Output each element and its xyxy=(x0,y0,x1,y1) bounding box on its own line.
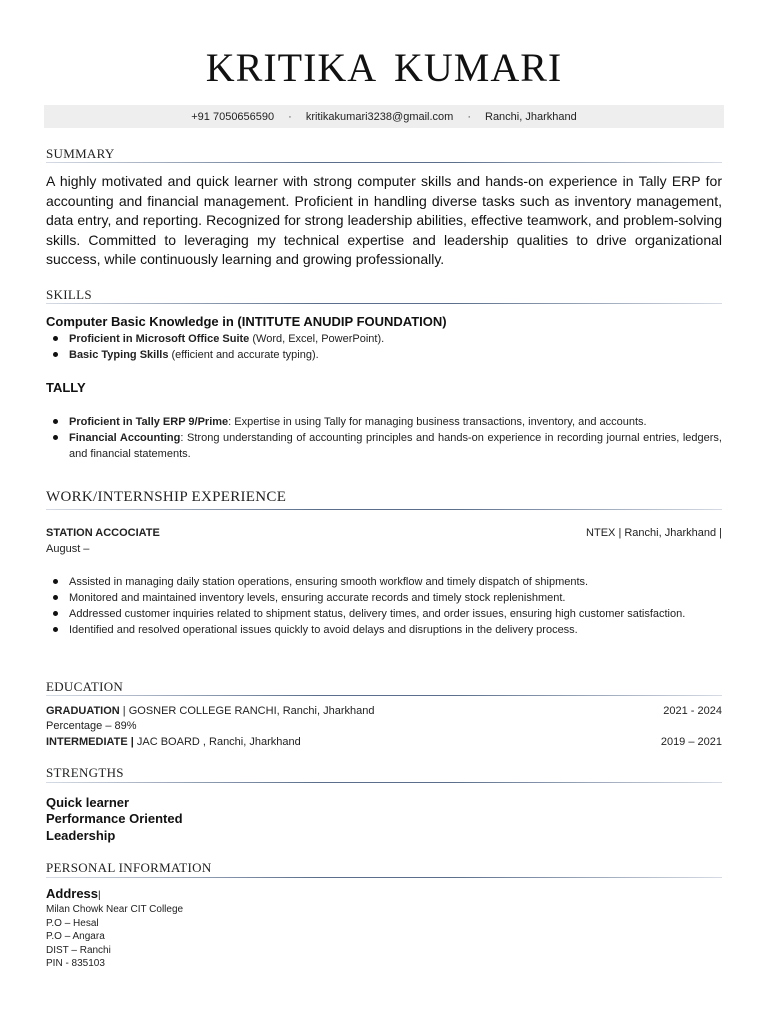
graduation-entry: GRADUATION | GOSNER COLLEGE RANCHI, Ranchi, Jharkhand xyxy=(46,705,375,717)
address-line: P.O – Angara xyxy=(46,931,105,942)
list-item: Monitored and maintained inventory levels, ensuring accurate records and timely stock replenishment. xyxy=(46,590,722,606)
address-line: Milan Chowk Near CIT College xyxy=(46,904,184,915)
text-cursor: | xyxy=(98,890,101,901)
education-title: EDUCATION xyxy=(46,679,124,694)
list-item: Proficient in Microsoft Office Suite (Word, Excel, PowerPoint). xyxy=(46,331,722,347)
location: Ranchi, Jharkhand xyxy=(485,110,577,123)
intermediate-years: 2019 – 2021 xyxy=(660,736,722,748)
skills-title: SKILLS xyxy=(46,287,92,302)
experience-divider xyxy=(46,509,722,510)
tally-skills-list xyxy=(46,414,722,462)
list-item: Addressed customer inquiries related to shipment status, delivery times, and order issues, ensuring high customer satisfaction. xyxy=(46,606,722,622)
summary-title: SUMMARY xyxy=(46,146,115,161)
job-company: NTEX | Ranchi, Jharkhand | xyxy=(586,527,722,539)
email-address: kritikakumari3238@gmail.com xyxy=(305,110,454,123)
list-item: Assisted in managing daily station operations, ensuring smooth workflow and timely dispatch of shipments. xyxy=(46,574,722,590)
summary-text: A highly motivated and quick learner with strong computer skills and hands-on experience in Tally ERP for accounting and financial management. Proficient in handling diverse tasks such as inventory management, data entry, and reporting. Recognized for strong leadership abilities, effective teamwork, and problem-solving skills. Committed to leveraging my technical expertise and leadership qualities to drive organizational success, while continuously learning and growing professionally. xyxy=(46,173,722,267)
list-item: Basic Typing Skills (efficient and accurate typing). xyxy=(46,347,722,363)
experience-title: WORK/INTERNSHIP EXPERIENCE xyxy=(46,489,287,505)
computer-skills-list xyxy=(46,331,722,363)
strength-item: Quick learner xyxy=(46,795,130,810)
list-item: Identified and resolved operational issues quickly to avoid delays and disruptions in the delivery process. xyxy=(46,622,722,638)
list-item: Proficient in Tally ERP 9/Prime: Expertise in using Tally for managing business transactions, inventory, and accounts. xyxy=(46,414,722,430)
personal-info-title: PERSONAL INFORMATION xyxy=(46,860,212,875)
personal-info-divider xyxy=(46,877,722,878)
computer-skills-heading: Computer Basic Knowledge in (INTITUTE ANUDIP FOUNDATION) xyxy=(46,314,447,329)
address-line: DIST – Ranchi xyxy=(46,945,111,956)
contact-bar xyxy=(44,105,724,128)
strengths-title: STRENGTHS xyxy=(46,765,124,780)
job-date: August – xyxy=(46,543,90,555)
address-line: P.O – Hesal xyxy=(46,918,99,929)
education-divider xyxy=(46,695,722,696)
experience-list xyxy=(46,574,722,638)
phone-number: +91 7050656590 xyxy=(191,110,275,123)
separator-dot: · xyxy=(467,110,471,123)
separator-dot: · xyxy=(288,110,292,123)
tally-heading: TALLY xyxy=(46,380,86,395)
strength-item: Leadership xyxy=(46,828,116,843)
strengths-divider xyxy=(46,782,722,783)
address-line: PIN - 835103 xyxy=(46,958,105,969)
intermediate-entry: INTERMEDIATE | JAC BOARD , Ranchi, Jharkhand xyxy=(46,736,301,748)
list-item: Financial Accounting: Strong understanding of accounting principles and hands-on experience in recording journal entries, ledgers, and financial statements. xyxy=(46,430,722,462)
graduation-years: 2021 - 2024 xyxy=(663,705,722,717)
skills-divider xyxy=(46,303,722,304)
candidate-name: KRITIKA KUMARI xyxy=(205,45,563,90)
job-role: STATION ACCOCIATE xyxy=(46,527,160,539)
graduation-percentage: Percentage – 89% xyxy=(46,720,137,732)
address-label: Address| xyxy=(46,886,101,901)
strength-item: Performance Oriented xyxy=(46,811,183,826)
summary-divider xyxy=(46,162,722,163)
